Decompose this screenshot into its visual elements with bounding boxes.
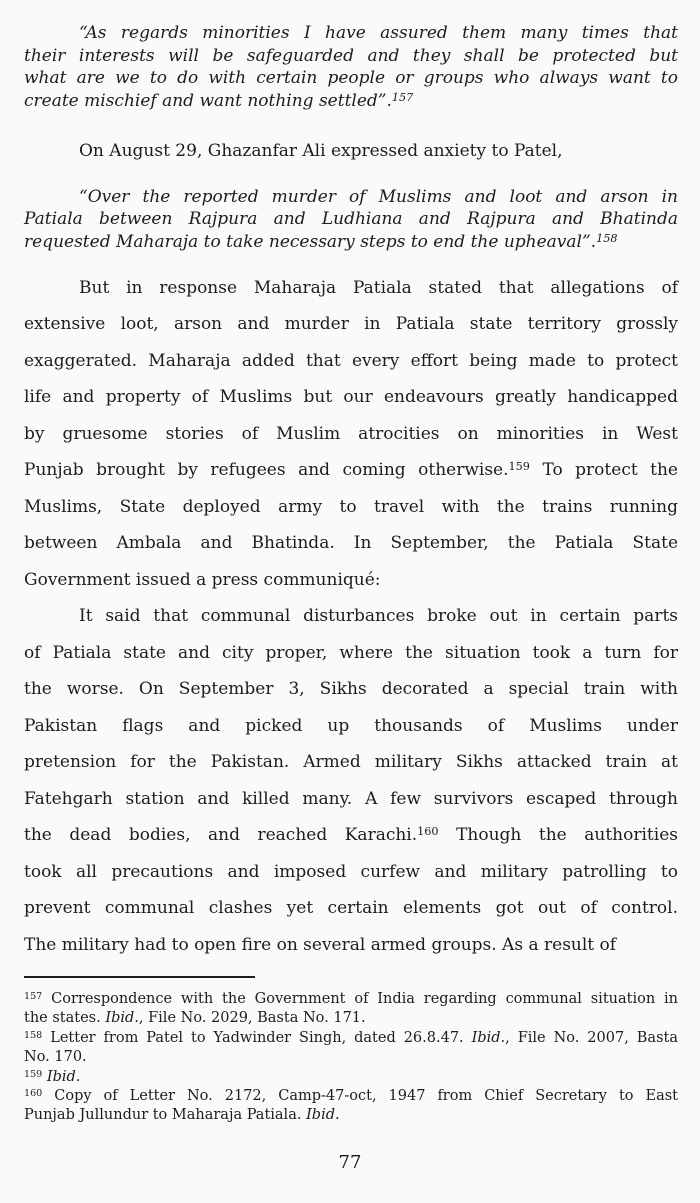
text-run: Copy of Letter No. 2172, Camp-47-oct, 1947 from Chief Secretary to East [42,1088,678,1105]
text-line [24,708,678,745]
text-run: To protect the [529,460,678,481]
text-run: extensive loot, arson and murder in Patiala state territory grossly [24,314,678,335]
footnote-reference: 159 [24,1068,43,1080]
text-run: The military had to open fire on several armed groups. As a result of [24,934,617,955]
text-line [24,133,678,170]
text-run: life and property of Muslims but our endeavours greatly handicapped [24,387,678,408]
text-run: Though the authorities [438,825,678,846]
text-line [24,343,678,380]
text-line [24,306,678,343]
footnote-reference: 160 [24,1088,43,1100]
text-line [24,22,678,45]
text-run: , File No. 2007, Basta [505,1029,678,1046]
text-run: the states. [24,1010,106,1027]
footnote-reference: 158 [596,232,618,246]
text-run: Muslims, State deployed army to travel with the trains running [24,496,678,517]
footnote-157 [24,990,678,1029]
lead-paragraph [24,133,678,170]
text-run: Letter from Patel to Yadwinder Singh, dated 26.8.47. [42,1029,472,1046]
text-run: Correspondence with the Government of India regarding communal situation in [42,991,678,1007]
text-run: Ibid. [471,1029,506,1046]
text-run: Punjab brought by refugees and coming otherwise. [24,460,509,481]
text-run: It said that communal disturbances broke out in certain parts [79,606,678,627]
text-line [24,1009,678,1028]
text-line [24,67,678,90]
text-line [24,598,678,635]
footnote-reference: 157 [24,990,43,1002]
text-line [24,1106,678,1125]
text-line [24,525,678,562]
text-line [24,927,678,964]
text-line [24,854,678,891]
text-run: Pakistan flags and picked up thousands of Muslims under [24,715,678,736]
text-line [24,890,678,927]
text-run: the dead bodies, and reached Karachi. [24,825,418,846]
footnote-reference: 160 [417,825,439,839]
footnote-160 [24,1087,678,1126]
text-line [24,452,678,489]
text-run: what are we to do with certain people or groups who always want to [24,68,678,89]
footnote-reference: 159 [508,460,530,474]
text-run: But in response Maharaja Patiala stated that allegations of [79,277,678,298]
text-run: Ibid. [46,1068,81,1085]
text-run: Punjab Jullundur to Maharaja Patiala. [24,1107,307,1124]
text-run: the worse. On September 3, Sikhs decorated a special train with [24,679,678,700]
text-line [24,208,678,231]
page-number: 77 [338,1152,362,1173]
text-line [24,45,678,68]
text-run: “Over the reported murder of Muslims and loot and arson in [79,186,678,207]
text-line [24,90,678,113]
text-run: Government issued a press communiqué: [24,569,381,590]
text-line [24,817,678,854]
text-run: Patiala between Rajpura and Ludhiana and Rajpura and Bhatinda [24,209,678,230]
body-paragraph-2 [24,598,678,963]
text-run: by gruesome stories of Muslim atrocities on minorities in West [24,423,678,444]
text-run: between Ambala and Bhatinda. In September, the Patiala State [24,533,678,554]
text-line [24,379,678,416]
text-line [24,186,678,209]
footnote-159 [24,1068,678,1087]
text-line [24,270,678,307]
text-run: Ibid. [105,1010,139,1027]
body-paragraph-1 [24,270,678,599]
text-run: “As regards minorities I have assured them many times that [79,23,678,43]
text-run: On August 29, Ghazanfar Ali expressed anxiety to Patel, [79,141,563,162]
text-line [24,635,678,672]
text-line [24,744,678,781]
text-run: of Patiala state and city proper, where the situation took a turn for [24,642,678,663]
text-line [24,1048,678,1067]
footnote-reference: 158 [24,1029,43,1041]
text-line [24,416,678,453]
text-run: pretension for the Pakistan. Armed military Sikhs attacked train at [24,752,678,773]
text-line [24,1068,678,1087]
text-run: create mischief and want nothing settled”. [24,90,392,111]
text-run: Ibid. [306,1107,340,1124]
text-run: took all precautions and imposed curfew and military patrolling to [24,861,678,882]
text-line [24,781,678,818]
text-line [24,1087,678,1106]
footnote-separator [24,976,255,978]
text-line [24,1029,678,1048]
footnote-158 [24,1029,678,1068]
text-line [24,562,678,599]
text-line [24,990,678,1009]
block-quote-2 [24,186,678,254]
block-quote-1 [24,22,678,112]
text-line [24,671,678,708]
text-run: , File No. 2029, Basta No. 171. [138,1010,366,1027]
text-line [24,231,678,254]
footnotes-section [24,990,678,1126]
text-run: Fatehgarh station and killed many. A few survivors escaped through [24,788,678,809]
text-run: No. 170. [24,1049,87,1066]
text-line [24,489,678,526]
text-run: prevent communal clashes yet certain elements got out of control. [24,898,678,919]
text-run: their interests will be safeguarded and they shall be protected but [24,45,678,66]
footnote-reference: 157 [391,91,414,105]
text-run: exaggerated. Maharaja added that every effort being made to protect [24,350,678,371]
text-run: requested Maharaja to take necessary steps to end the upheaval”. [24,232,597,253]
